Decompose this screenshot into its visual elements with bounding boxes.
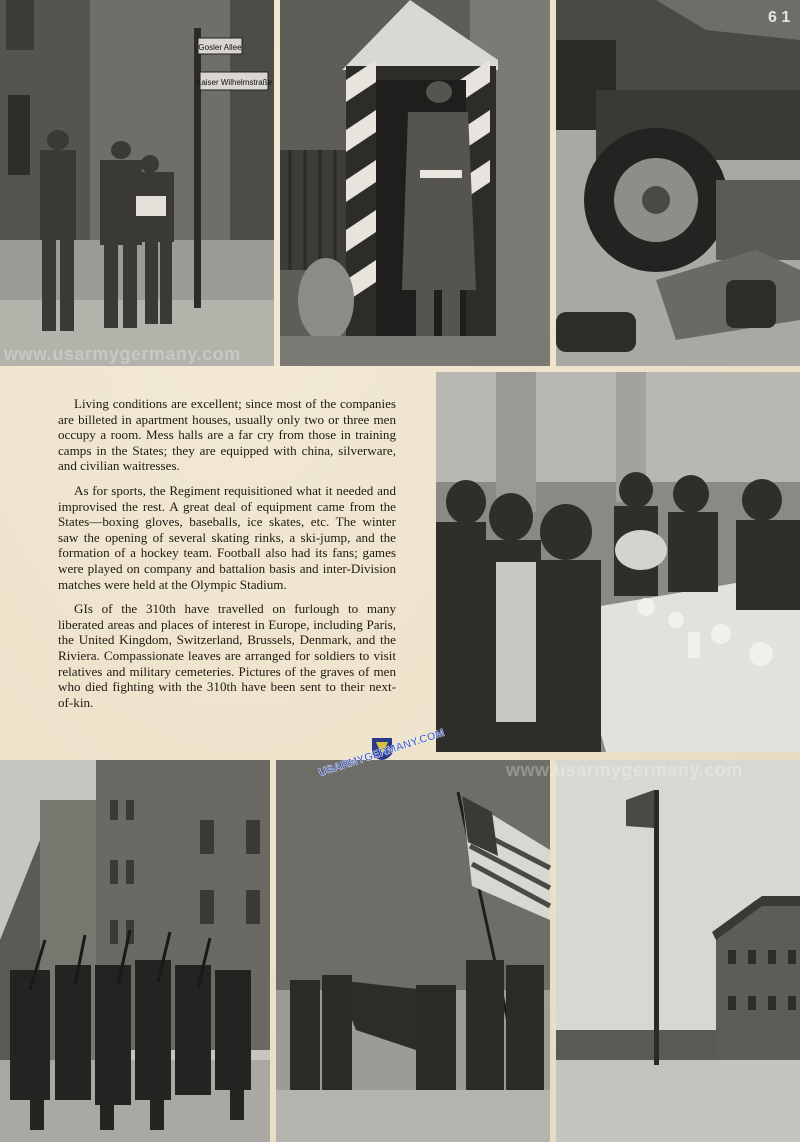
- article-paragraph-1: Living conditions are excellent; since most of the companies are billeted in apartment houses, usually only two or three men occupy a room. Mess halls are a far cry from those in training camps in the States; they are equipped with china, silverware, and civilian waitresses.: [58, 396, 396, 474]
- article-paragraph-2: As for sports, the Regiment requisitioned what it needed and improvised the rest. A great deal of equipment came from the States—boxing gloves, baseballs, ice skates, etc. The winter saw the opening of several skating rinks, a ski-jump, and the formation of a hockey team. Football also had its fans; games were played on company and battalion basis and inter-Division matches were held at the Olympic Stadium.: [58, 482, 396, 592]
- photo-marching-troops: [0, 760, 270, 1142]
- photo-soldiers-street: [0, 0, 274, 366]
- street-sign-b: Kaiser Wilhelmstraße: [195, 78, 273, 87]
- watermark-top: www.usarmygermany.com: [4, 344, 241, 364]
- street-sign-a: Gosler Allee: [198, 43, 242, 52]
- logo-text: USARMYGERMANY.COM: [317, 727, 447, 780]
- site-logo: [317, 727, 447, 780]
- watermark-mid: www.usarmygermany.com: [506, 760, 743, 780]
- photo-jeep-repair: [556, 0, 800, 366]
- article-paragraph-3: GIs of the 310th have travelled on furlough to many liberated areas and places of interest in Europe, including Paris, the United Kingdom, Switzerland, Brussels, Denmark, and the Riviera. Compassionate leaves are arranged for soldiers to visit relatives and military cemeteries. Pictures of the graves of men who died fighting with the 310th have been sent to their next-of-kin.: [58, 601, 396, 710]
- photo-mess-hall: [436, 372, 800, 752]
- article-body: [58, 396, 396, 719]
- jeep-plate: 6 1: [768, 9, 791, 26]
- photo-flag-ceremony: [276, 760, 550, 1142]
- photo-flagpole-barracks: [556, 760, 800, 1142]
- photo-sentry-guard: [280, 0, 550, 366]
